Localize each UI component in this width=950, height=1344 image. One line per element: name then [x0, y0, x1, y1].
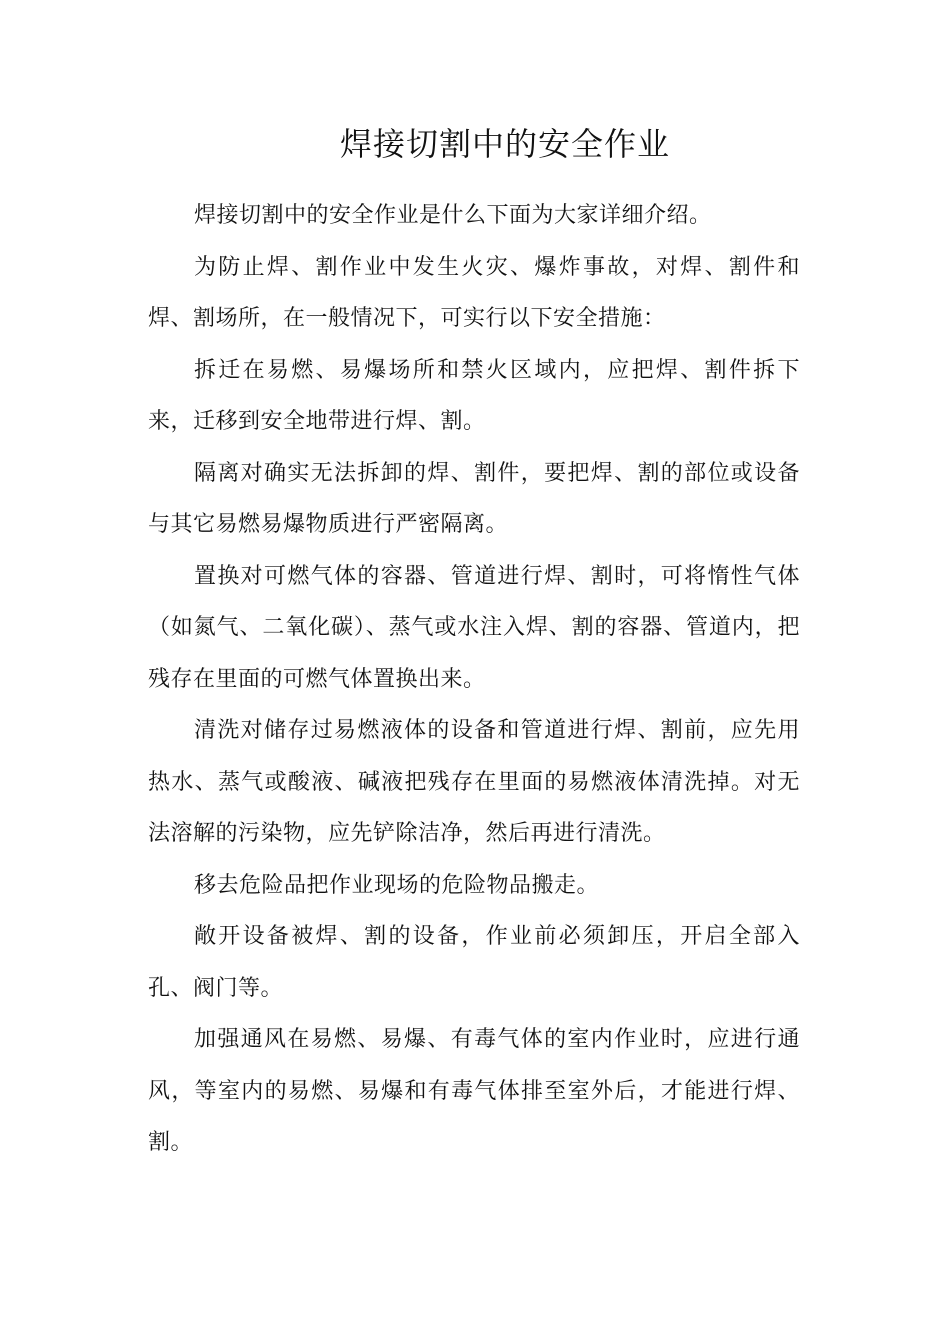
document-body	[148, 190, 800, 1169]
paragraph-clean: 清洗对储存过易燃液体的设备和管道进行焊、割前，应先用热水、蒸气或酸液、碱液把残存在里面的易燃液体清洗掉。对无法溶解的污染物，应先铲除洁净，然后再进行清洗。	[148, 718, 800, 846]
paragraph-open-equipment: 敞开设备被焊、割的设备，作业前必须卸压，开启全部入孔、阀门等。	[148, 924, 800, 1001]
paragraph-overview: 为防止焊、割作业中发生火灾、爆炸事故，对焊、割件和焊、割场所，在一般情况下，可实行以下安全措施：	[148, 254, 800, 331]
paragraph-intro: 焊接切割中的安全作业是什么下面为大家详细介绍。	[194, 203, 712, 228]
paragraph-replace: 置换对可燃气体的容器、管道进行焊、割时，可将惰性气体（如氮气、二氧化碳）、蒸气或水注入焊、割的容器、管道内，把残存在里面的可燃气体置换出来。	[148, 563, 800, 692]
paragraph-relocate: 拆迁在易燃、易爆场所和禁火区域内，应把焊、割件拆下来，迁移到安全地带进行焊、割。	[148, 357, 800, 434]
paragraph-remove-hazards: 移去危险品把作业现场的危险物品搬走。	[194, 872, 600, 898]
paragraph-isolate: 隔离对确实无法拆卸的焊、割件，要把焊、割的部位或设备与其它易燃易爆物质进行严密隔离。	[148, 460, 800, 537]
paragraph-ventilation: 加强通风在易燃、易爆、有毒气体的室内作业时，应进行通风，等室内的易燃、易爆和有毒气体排至室外后，才能进行焊、割。	[148, 1027, 800, 1155]
document-title: 焊接切割中的安全作业	[339, 125, 670, 163]
